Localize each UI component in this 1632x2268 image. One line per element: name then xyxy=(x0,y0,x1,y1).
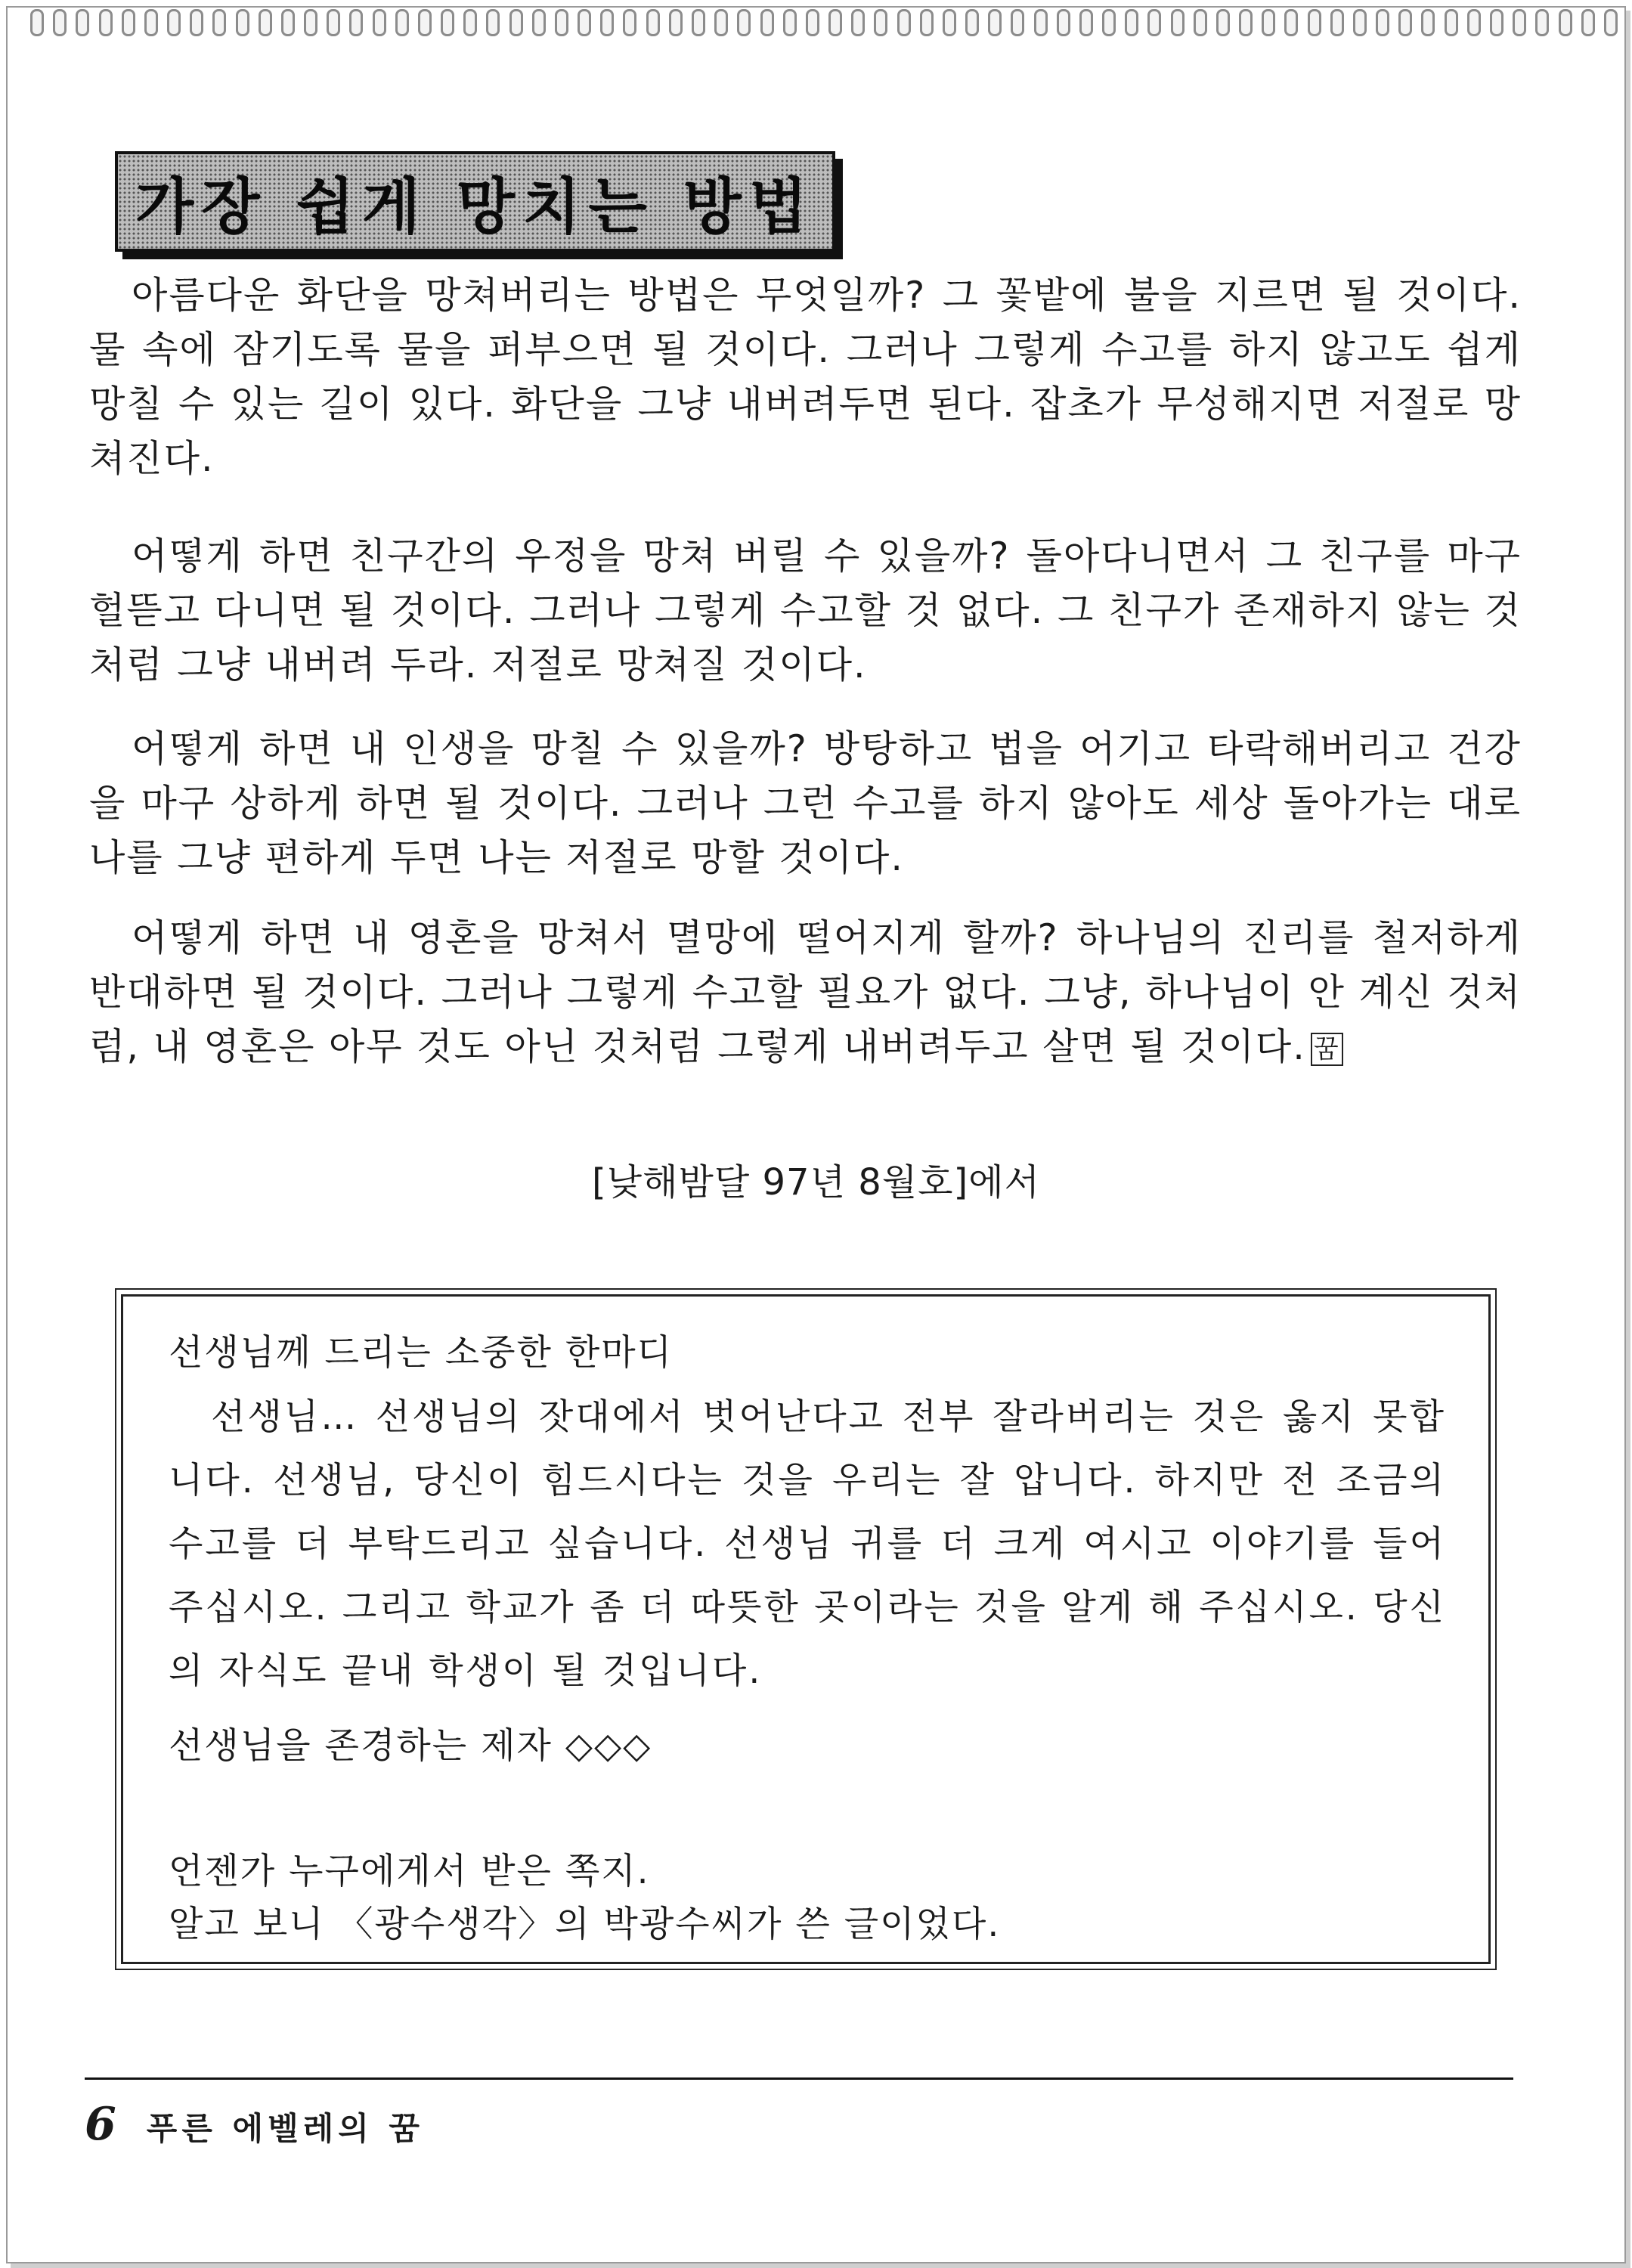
binding-ring xyxy=(1376,9,1389,36)
binding-ring xyxy=(532,9,546,36)
binding-ring xyxy=(53,9,67,36)
binding-ring xyxy=(1421,9,1435,36)
binding-ring xyxy=(1604,9,1618,36)
binding-ring xyxy=(1057,9,1070,36)
binding-ring xyxy=(1079,9,1093,36)
note-heading: 선생님께 드리는 소중한 한마디 xyxy=(169,1332,674,1374)
binding-ring xyxy=(1262,9,1275,36)
title-box xyxy=(115,151,835,252)
binding-ring xyxy=(349,9,363,36)
binding-ring xyxy=(1102,9,1116,36)
binding-ring xyxy=(851,9,865,36)
note-body: 선생님… 선생님의 잣대에서 벗어난다고 전부 잘라버리는 것은 옳지 못합니다. 선생님, 당신이 힘드시다는 것을 우리는 잘 압니다. 하지만 전 조금의 수고를 더 부탁드리고 싶습니다. 선생님 귀를 더 크게 여시고 이야기를 들어주십시오. 그리고 학교가 좀 더 따뜻한 곳이라는 것을 알게 해 주십시오. 당신의 자식도 끝내 학생이 될 것입니다. xyxy=(169,1396,1446,1692)
binding-ring xyxy=(874,9,887,36)
binding-ring xyxy=(806,9,819,36)
binding-ring xyxy=(897,9,911,36)
binding-ring xyxy=(418,9,432,36)
binding-ring xyxy=(212,9,226,36)
binding-ring xyxy=(669,9,683,36)
binding-ring xyxy=(646,9,660,36)
binding-ring xyxy=(395,9,409,36)
binding-ring xyxy=(1330,9,1344,36)
binding-ring xyxy=(1034,9,1048,36)
footer-divider xyxy=(85,2077,1513,2080)
binding-ring xyxy=(99,9,113,36)
binding-ring xyxy=(259,9,272,36)
book-title: 푸른 에벨레의 꿈 xyxy=(146,2110,424,2147)
binding-ring xyxy=(737,9,751,36)
binding-ring xyxy=(988,9,1002,36)
binding-ring xyxy=(486,9,500,36)
binding-ring xyxy=(1284,9,1298,36)
binding-ring xyxy=(236,9,249,36)
page-title: 가장 쉽게 망치는 방법 xyxy=(135,172,816,242)
binding-ring xyxy=(692,9,705,36)
binding-ring xyxy=(281,9,295,36)
binding-ring xyxy=(327,9,340,36)
binding-ring xyxy=(144,9,158,36)
page-number: 6 xyxy=(85,2098,116,2151)
binding-ring xyxy=(30,9,44,36)
page-footer xyxy=(85,2098,424,2151)
note-content xyxy=(169,1327,1446,1951)
note-extra-line: 알고 보니 〈광수생각〉의 박광수씨가 쓴 글이었다. xyxy=(169,1904,1001,1945)
binding-ring xyxy=(509,9,523,36)
binding-ring xyxy=(783,9,797,36)
binding-ring xyxy=(1445,9,1458,36)
note-extra-line: 언젠가 누구에게서 받은 쪽지. xyxy=(169,1851,650,1892)
paragraph: 어떻게 하면 내 영혼을 망쳐서 멸망에 떨어지게 할까? 하나님의 진리를 철저하게 반대하면 될 것이다. 그러나 그렇게 수고할 필요가 없다. 그냥, 하나님이 안 계신 것처럼, 내 영혼은 아무 것도 아닌 것처럼 그렇게 내버려두고 살면 될 것이다. xyxy=(89,916,1522,1068)
binding-ring xyxy=(190,9,203,36)
binding-ring xyxy=(943,9,956,36)
binding-ring xyxy=(1011,9,1024,36)
binding-ring xyxy=(463,9,477,36)
binding-ring xyxy=(167,9,181,36)
binding-ring xyxy=(760,9,774,36)
binding-ring xyxy=(1513,9,1526,36)
binding-ring xyxy=(1535,9,1549,36)
binding-ring xyxy=(714,9,728,36)
spiral-binding xyxy=(30,8,1618,42)
binding-ring xyxy=(1147,9,1161,36)
binding-ring xyxy=(1353,9,1367,36)
binding-ring xyxy=(122,9,135,36)
paragraph: 어떻게 하면 내 인생을 망칠 수 있을까? 방탕하고 법을 어기고 타락해버리고 건강을 마구 상하게 하면 될 것이다. 그러나 그런 수고를 하지 않아도 세상 돌아가는 대로 나를 그냥 편하게 두면 나는 저절로 망할 것이다. xyxy=(89,727,1522,879)
binding-ring xyxy=(1239,9,1253,36)
paragraph: 어떻게 하면 친구간의 우정을 망쳐 버릴 수 있을까? 돌아다니면서 그 친구를 마구 헐뜯고 다니면 될 것이다. 그러나 그렇게 수고할 것 없다. 그 친구가 존재하지 않는 것처럼 그냥 내버려 두라. 저절로 망쳐질 것이다. xyxy=(89,534,1522,686)
paragraph-last xyxy=(89,911,1522,1074)
binding-ring xyxy=(441,9,454,36)
end-mark: 꿈 xyxy=(1311,1033,1343,1066)
binding-ring xyxy=(1559,9,1572,36)
binding-ring xyxy=(578,9,591,36)
binding-ring xyxy=(1308,9,1321,36)
binding-ring xyxy=(1467,9,1481,36)
binding-ring xyxy=(920,9,934,36)
binding-ring xyxy=(1125,9,1138,36)
note-box xyxy=(121,1294,1491,1964)
binding-ring xyxy=(1398,9,1412,36)
note-signature: 선생님을 존경하는 제자 ◇◇◇ xyxy=(169,1725,652,1767)
source-citation: [낮해밤달 97년 8월호]에서 xyxy=(592,1161,1040,1204)
binding-ring xyxy=(623,9,636,36)
binding-ring xyxy=(828,9,842,36)
binding-ring xyxy=(1216,9,1230,36)
binding-ring xyxy=(1581,9,1595,36)
paragraph: 아름다운 화단을 망쳐버리는 방법은 무엇일까? 그 꽃밭에 불을 지르면 될 것이다. 물 속에 잠기도록 물을 퍼부으면 될 것이다. 그러나 그렇게 수고를 하지 않고도 쉽게 망칠 수 있는 길이 있다. 화단을 그냥 내버려두면 된다. 잡초가 무성해지면 저절로 망쳐진다. xyxy=(89,274,1522,480)
binding-ring xyxy=(304,9,317,36)
binding-ring xyxy=(1171,9,1185,36)
binding-ring xyxy=(600,9,614,36)
binding-ring xyxy=(1194,9,1207,36)
binding-ring xyxy=(373,9,386,36)
binding-ring xyxy=(76,9,89,36)
binding-ring xyxy=(555,9,568,36)
binding-ring xyxy=(1490,9,1503,36)
binding-ring xyxy=(965,9,979,36)
